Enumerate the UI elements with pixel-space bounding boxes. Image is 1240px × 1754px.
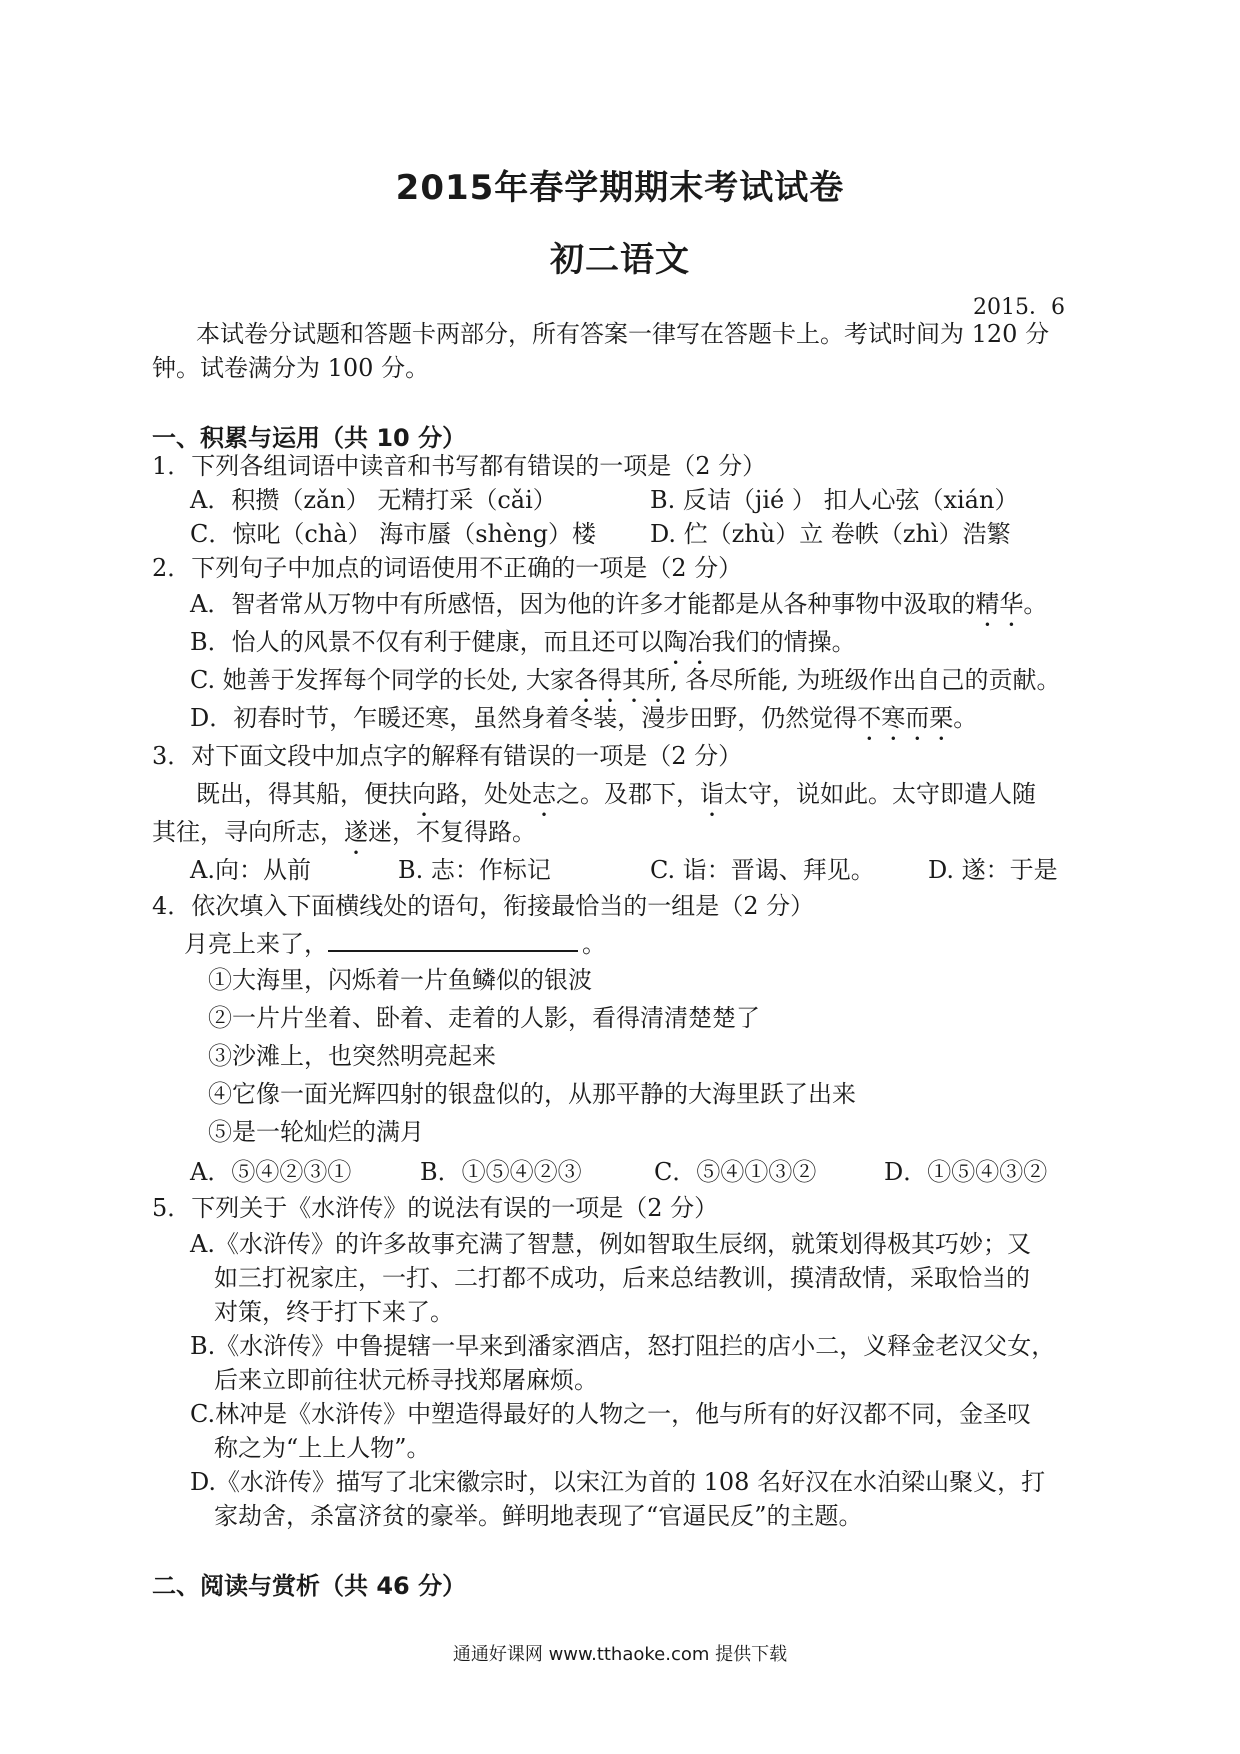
q2-option-a-text: A．智者常从万物中有所感悟，因为他的许多才能都是从各种事物中汲取的	[190, 590, 976, 618]
q3-option-a: A.向：从前	[190, 856, 311, 884]
exam-date: 2015．6	[973, 295, 1065, 320]
exam-title: 2015年春学期期末考试试卷	[395, 168, 845, 208]
q2-option-b-dotted: 陶冶	[663, 628, 712, 656]
exam-subject: 初二语文	[550, 240, 690, 280]
q2-stem: 2．下列句子中加点的词语使用不正确的一项是（2 分）	[152, 554, 743, 582]
q4-option-a: A．⑤④②③①	[190, 1158, 352, 1186]
q4-option-d: D．①⑤④③②	[884, 1158, 1048, 1186]
q3-passage-text: 其往，寻向所志，	[152, 818, 344, 846]
q5-option-b-line-1: B.《水浒传》中鲁提辖一早来到潘家酒店，怒打阻拦的店小二，义释金老汉父女，	[190, 1332, 1056, 1360]
q5-option-a-line-1: A.《水浒传》的许多故事充满了智慧，例如智取生辰纲，就策划得极其巧妙；又	[190, 1230, 1031, 1258]
q3-dotted-zhi: 志	[532, 780, 556, 808]
q4-lead-end: 。	[582, 930, 606, 958]
q2-option-d-dotted: 不寒而栗	[857, 704, 954, 732]
q3-option-c: C. 诣：晋谒、拜见。	[650, 856, 875, 884]
q5-stem: 5．下列关于《水浒传》的说法有误的一项是（2 分）	[152, 1194, 719, 1222]
section-1-heading: 一、积累与运用（共 10 分）	[152, 424, 467, 452]
q1-option-b: B. 反诘（jié ） 扣人心弦（xián）	[650, 486, 1019, 514]
q5-option-d-line-1: D.《水浒传》描写了北宋徽宗时，以宋江为首的 108 名好汉在水泊梁山聚义，打	[190, 1468, 1046, 1496]
q5-option-a-line-3: 对策，终于打下来了。	[214, 1298, 454, 1326]
q3-passage-text: 太守，说如此。太守即遣人随	[724, 780, 1036, 808]
q3-option-b: B. 志：作标记	[398, 856, 551, 884]
footer-source: 通通好课网 www.tthaoke.com 提供下载	[452, 1644, 788, 1665]
q3-dotted-sui: 遂	[344, 818, 368, 846]
q4-sentence-2: ②一片片坐着、卧着、走着的人影，看得清清楚楚了	[208, 1004, 760, 1032]
q3-passage-text: 迷，不复得路。	[368, 818, 536, 846]
q2-option-b-text: B．怡人的风景不仅有利于健康，而且还可以	[190, 628, 664, 656]
intro-line-1: 本试卷分试题和答题卡两部分，所有答案一律写在答题卡上。考试时间为 120 分	[196, 320, 1050, 348]
q4-sentence-5: ⑤是一轮灿烂的满月	[208, 1118, 424, 1146]
q5-option-c-line-2: 称之为“上上人物”。	[214, 1434, 431, 1462]
intro-line-2: 钟。试卷满分为 100 分。	[152, 354, 430, 382]
q4-sentence-3: ③沙滩上，也突然明亮起来	[208, 1042, 496, 1070]
section-2-heading: 二、阅读与赏析（共 46 分）	[152, 1572, 467, 1600]
q4-sentence-4: ④它像一面光辉四射的银盘似的，从那平静的大海里跃了出来	[208, 1080, 856, 1108]
q4-lead-text: 月亮上来了，	[184, 930, 328, 958]
q4-option-b: B．①⑤④②③	[420, 1158, 582, 1186]
q3-option-d: D. 遂：于是	[928, 856, 1058, 884]
q5-option-d-line-2: 家劫舍，杀富济贫的豪举。鲜明地表现了“官逼民反”的主题。	[214, 1502, 863, 1530]
q2-option-c-end: , 各尽所能, 为班级作出自己的贡献。	[670, 666, 1061, 694]
q4-option-c: C．⑤④①③②	[654, 1158, 817, 1186]
q5-option-b-line-2: 后来立即前往状元桥寻找郑屠麻烦。	[214, 1366, 598, 1394]
q2-option-c-dotted: 各得其所	[574, 666, 671, 694]
q4-sentence-1: ①大海里，闪烁着一片鱼鳞似的银波	[208, 966, 592, 994]
q3-stem: 3．对下面文段中加点字的解释有错误的一项是（2 分）	[152, 742, 743, 770]
q2-option-b-end: 我们的情操。	[711, 628, 856, 656]
q3-passage-text: 路，处处	[436, 780, 532, 808]
q2-option-d-text: D．初春时节，乍暖还寒，虽然身着冬装，漫步田野，仍然觉得	[190, 704, 858, 732]
q4-stem: 4．依次填入下面横线处的语句，衔接最恰当的一组是（2 分）	[152, 892, 815, 920]
q5-option-a-line-2: 如三打祝家庄，一打、二打都不成功，后来总结教训，摸清敌情，采取恰当的	[214, 1264, 1030, 1292]
q4-fill-blank	[328, 926, 578, 952]
q2-option-d-end: 。	[953, 704, 978, 732]
q1-option-a: A．积攒（zǎn） 无精打采（cǎi）	[190, 486, 557, 514]
q1-stem: 1．下列各组词语中读音和书写都有错误的一项是（2 分）	[152, 452, 767, 480]
q2-option-c-text: C. 她善于发挥每个同学的长处, 大家	[190, 666, 575, 694]
q3-dotted-yi: 诣	[700, 780, 724, 808]
q2-option-a-dotted: 精华	[975, 590, 1024, 618]
q3-passage-text: 之。及郡下，	[556, 780, 700, 808]
q2-option-a-end: 。	[1023, 590, 1048, 618]
q1-option-d: D. 伫（zhù）立 卷帙（zhì）浩繁	[650, 520, 1011, 548]
q5-option-c-line-1: C.林冲是《水浒传》中塑造得最好的人物之一，他与所有的好汉都不同，金圣叹	[190, 1400, 1032, 1428]
q3-dotted-xiang: 向	[412, 780, 436, 808]
q1-option-c: C．惊叱（chà） 海市蜃（shèng）楼	[190, 520, 596, 548]
q3-passage-text: 既出，得其船，便扶	[196, 780, 412, 808]
q4-lead	[184, 926, 606, 960]
